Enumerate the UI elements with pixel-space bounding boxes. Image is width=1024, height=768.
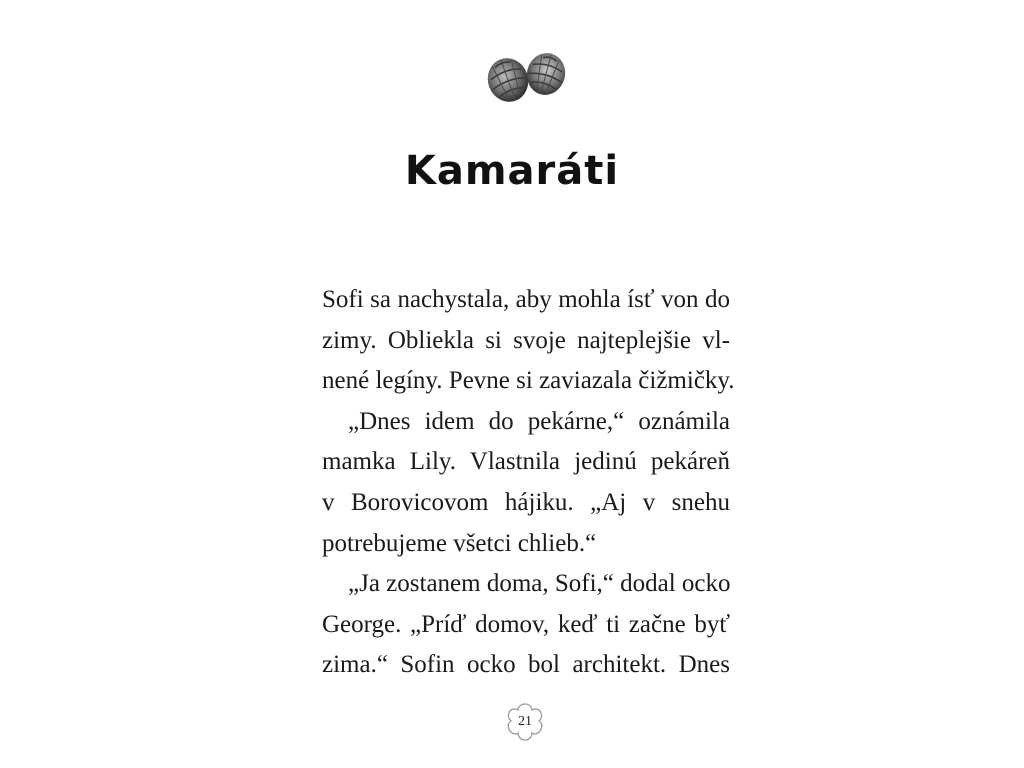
pinecones-icon: [482, 50, 572, 106]
body-text: [322, 280, 735, 686]
text-line: zimy. Obliekla si svoje najteplejšie vl-: [322, 326, 730, 354]
page-number: 21: [518, 714, 532, 729]
text-line: „Dnes idem do pekárne,“ oznámila: [348, 407, 730, 435]
text-line: potrebujeme všetci chlieb.“: [322, 529, 597, 557]
text-line: nené legíny. Pevne si zaviazala čižmičky.: [322, 367, 735, 395]
text-line: mamka Lily. Vlastnila jedinú pekáreň: [322, 448, 730, 476]
text-line: v Borovicovom hájiku. „Aj v snehu: [322, 488, 730, 516]
text-line: Sofi sa nachystala, aby mohla ísť von do: [322, 286, 730, 313]
page-number-badge: [502, 700, 548, 744]
text-line: „Ja zostanem doma, Sofi,“ dodal ocko: [348, 570, 731, 598]
text-line: zima.“ Sofin ocko bol architekt. Dnes: [322, 651, 730, 679]
chapter-title: Kamaráti: [404, 148, 620, 194]
text-line: George. „Príď domov, keď ti začne byť: [322, 610, 730, 638]
